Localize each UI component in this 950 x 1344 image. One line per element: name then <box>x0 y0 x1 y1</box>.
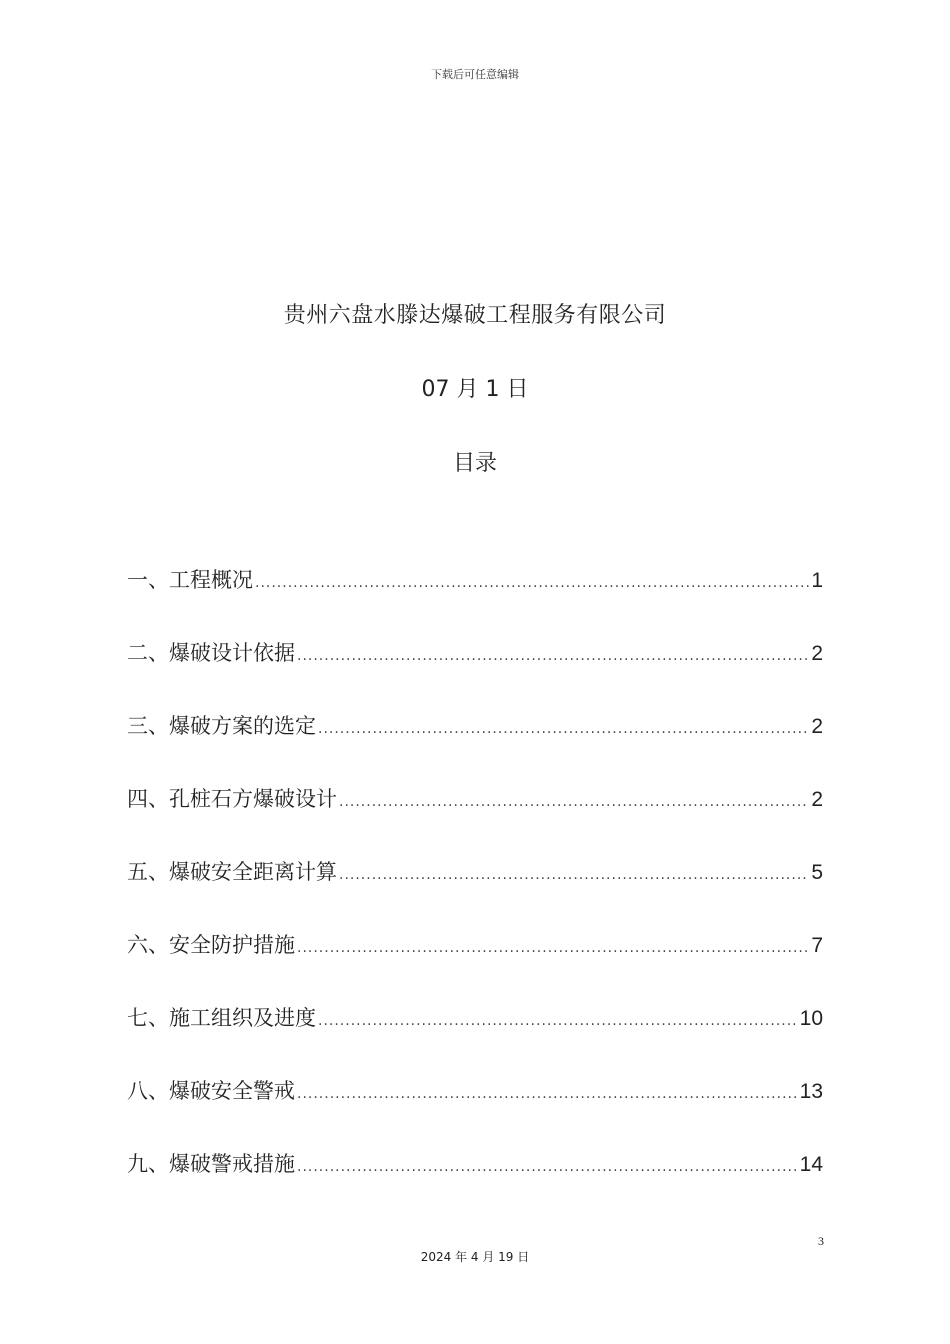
toc-entry[interactable] <box>127 856 823 929</box>
toc-entry-page: 5 <box>811 861 823 884</box>
footer-date: 2024 年 4 月 19 日 <box>420 1250 530 1264</box>
toc-entry-label: 三、爆破方案的选定 <box>127 714 316 738</box>
toc-leader-dots <box>339 867 809 883</box>
toc-entry-page: 2 <box>811 788 823 811</box>
toc-entry-label: 九、爆破警戒措施 <box>127 1152 295 1176</box>
toc-entry[interactable] <box>127 637 823 710</box>
toc-entry-label: 四、孔桩石方爆破设计 <box>127 787 337 811</box>
toc-leader-dots <box>318 1013 798 1029</box>
company-name: 贵州六盘水滕达爆破工程服务有限公司 <box>283 303 667 328</box>
toc-leader-dots <box>297 1086 798 1102</box>
toc-entry-page: 2 <box>811 642 823 665</box>
toc-entry-label: 二、爆破设计依据 <box>127 641 295 665</box>
toc-entry[interactable] <box>127 929 823 1002</box>
toc-entry[interactable] <box>127 1002 823 1075</box>
toc-entry-label: 一、工程概况 <box>127 568 253 592</box>
toc-entry-label: 六、安全防护措施 <box>127 933 295 957</box>
toc-entry[interactable] <box>127 783 823 856</box>
toc-leader-dots <box>255 575 809 591</box>
toc-entry-label: 八、爆破安全警戒 <box>127 1079 295 1103</box>
toc-leader-dots <box>339 794 809 810</box>
toc-entry[interactable] <box>127 1075 823 1148</box>
toc-leader-dots <box>297 1159 798 1175</box>
toc-entry[interactable] <box>127 710 823 783</box>
toc-entry[interactable] <box>127 1148 823 1221</box>
toc-title: 目录 <box>452 451 497 476</box>
toc-entry[interactable] <box>127 564 823 637</box>
toc-entry-page: 2 <box>811 715 823 738</box>
page-number: 3 <box>818 1234 824 1248</box>
cover-date: 07 月 1 日 <box>421 377 529 402</box>
toc-entry-page: 1 <box>811 569 823 592</box>
header-note: 下载后可任意编辑 <box>431 68 519 81</box>
toc-entry-label: 五、爆破安全距离计算 <box>127 860 337 884</box>
toc-entry-page: 14 <box>799 1153 823 1176</box>
table-of-contents <box>127 564 823 1221</box>
toc-entry-page: 10 <box>799 1007 823 1030</box>
toc-entry-page: 7 <box>811 934 823 957</box>
toc-leader-dots <box>297 940 809 956</box>
toc-leader-dots <box>318 721 809 737</box>
toc-entry-page: 13 <box>799 1080 823 1103</box>
toc-entry-label: 七、施工组织及进度 <box>127 1006 316 1030</box>
toc-leader-dots <box>297 648 809 664</box>
